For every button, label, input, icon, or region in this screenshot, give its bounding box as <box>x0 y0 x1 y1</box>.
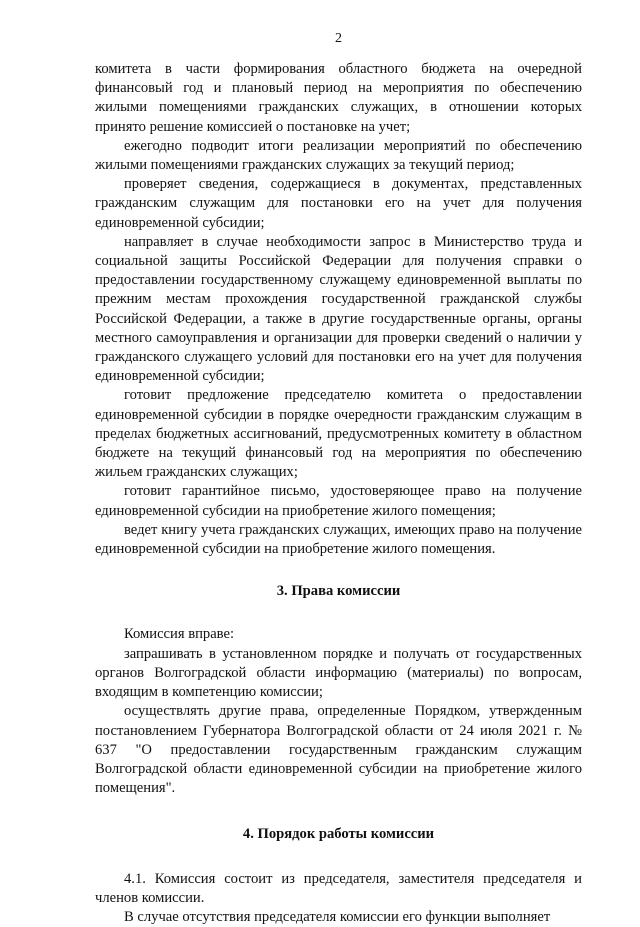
paragraph-other-rights: осуществлять другие права, определенные Порядком, утвержденным постановлением Губернатора Волгоградской области от 24 июля 2021 г. № 637 "О предоставлении государственным гражданским служащим Волгоградской области единовременной субсидии на приобретение жилого помещения". <box>95 703 582 797</box>
paragraph-prepare-proposal: готовит предложение председателю комитета о предоставлении единовременной субсидии в порядке очередности гражданским служащим в пределах бюджетных ассигнований, предусмотренных комитету в областном бюджете на текущий финансовый год на мероприятия по обеспечению жильем гражданских служащих; <box>95 387 582 481</box>
page-number: 2 <box>335 31 342 46</box>
paragraph-commission-may: Комиссия вправе: <box>124 626 235 643</box>
paragraph-send-request: направляет в случае необходимости запрос в Министерство труда и социальной защиты Российской Федерации для получения справки о предоставлении государственному служащему единовременной выплаты по прежним местам прохождения государственной гражданской службы Российской Федерации, а также в другие государственные органы, органы местного самоуправления и организации для проверки сведений о наличии у гражданского служащего условий для постановки его на учет для получения единовременной субсидии; <box>95 233 582 385</box>
paragraph-budget-continuation: комитета в части формирования областного бюджета на очередной финансовый год и плановый период на мероприятия по обеспечению жилыми помещениями гражданских служащих, в отношении которых принято решение комиссией о постановке на учет; <box>95 61 582 135</box>
paragraph-register-book: ведет книгу учета гражданских служащих, имеющих право на получение единовременной субсидии на приобретение жилого помещения. <box>95 521 582 558</box>
paragraph-chair-absence: В случае отсутствия председателя комиссии его функции выполняет <box>124 908 551 925</box>
paragraph-composition: 4.1. Комиссия состоит из председателя, заместителя председателя и членов комиссии. <box>95 870 582 906</box>
section-heading-rights: 3. Права комиссии <box>276 583 401 600</box>
paragraph-annual-summary: ежегодно подводит итоги реализации мероприятий по обеспечению жилыми помещениями гражданских служащих за текущий период; <box>95 137 582 174</box>
section-heading-work-order: 4. Порядок работы комиссии <box>242 826 435 843</box>
paragraph-guarantee-letter: готовит гарантийное письмо, удостоверяющее право на получение единовременной субсидии на приобретение жилого помещения; <box>95 483 582 519</box>
paragraph-request-information: запрашивать в установленном порядке и получать от государственных органов Волгоградской области информацию (материалы) по вопросам, входящим в компетенцию комиссии; <box>95 645 582 701</box>
document-body <box>95 60 582 927</box>
paragraph-verify-documents: проверяет сведения, содержащиеся в документах, представленных гражданским служащим для постановки его на учет для получения единовременной субсидии; <box>95 176 582 231</box>
